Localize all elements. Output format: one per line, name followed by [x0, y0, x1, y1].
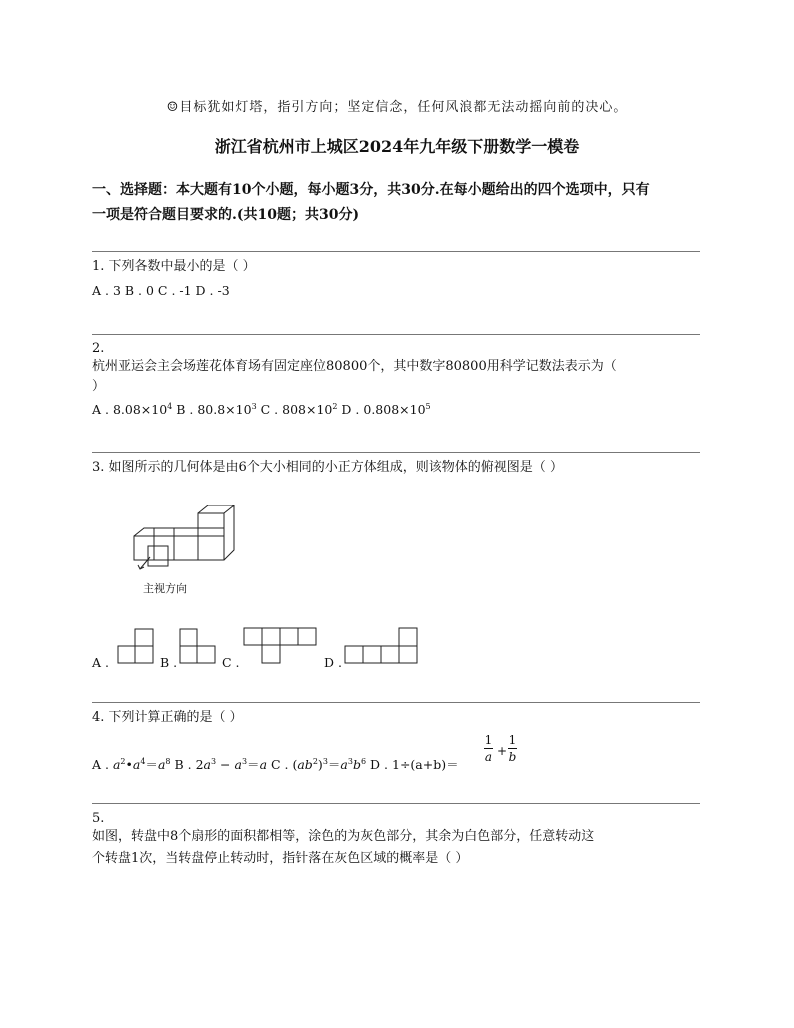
q2-option-d: D . 0.808×10: [337, 402, 426, 417]
q4-a-term: a: [112, 757, 121, 772]
q4-fraction-1-numerator: 1: [484, 733, 493, 747]
q3-a-square: [135, 629, 153, 646]
q3-direction-label: 主视方向: [143, 582, 187, 595]
q3-c-square: [262, 645, 280, 663]
q4-b-exponent: 3: [241, 756, 248, 766]
q4-a-exponent: 4: [140, 756, 146, 766]
divider-q1: [92, 251, 700, 252]
q3-d-square: [345, 646, 363, 663]
q3-d-square: [399, 628, 417, 646]
q4-fraction-1-denominator: a: [484, 750, 493, 764]
q4-a-term: a: [132, 757, 141, 772]
q4-c-exponent: 6: [360, 756, 367, 766]
q4-option-d-label: D . 1÷(a+b)＝: [366, 757, 459, 772]
q2-stem-line-1: 杭州亚运会主会场莲花体育场有固定座位80800个，其中数字80800用科学记数法表示为（: [92, 359, 617, 374]
q2-option-b-exponent: 3: [251, 401, 257, 411]
q4-c-close: ): [317, 757, 323, 772]
q2-option-d-exponent: 5: [425, 401, 431, 411]
q4-fraction-1: [484, 733, 493, 764]
q3-option-d-figure: [344, 627, 420, 667]
q3-solid-cube-5: [198, 513, 224, 536]
q4-c-exponent: 2: [312, 756, 318, 766]
q3-option-c-label: C .: [222, 655, 240, 670]
q4-a-exponent: 8: [165, 756, 171, 766]
q3-c-square: [280, 628, 298, 645]
q2-option-c: C . 808×10: [256, 402, 333, 417]
q4-options: [92, 755, 459, 773]
section-heading-line-1: 一、选择题：本大题有10个小题，每小题3分，共30分.在每小题给出的四个选项中，只有: [92, 182, 650, 198]
q5-number: 5.: [92, 811, 105, 826]
q4-fraction-2-denominator: b: [508, 750, 517, 764]
q3-solid-cube-4: [198, 536, 224, 560]
q4-b-term: a: [234, 757, 242, 772]
divider-q2: [92, 334, 700, 335]
q3-solid-cube-2: [154, 536, 174, 560]
section-heading-line-2: 一项是符合题目要求的.(共10题；共30分): [92, 207, 360, 223]
q4-c-term: ab: [297, 757, 313, 772]
page-title: 浙江省杭州市上城区2024年九年级下册数学一模卷: [214, 137, 580, 156]
q3-a-square: [118, 646, 135, 663]
q4-a-equals: ＝: [145, 757, 158, 772]
q3-b-square: [197, 646, 215, 663]
q4-b-equals: ＝: [247, 757, 260, 772]
q2-option-c-exponent: 2: [332, 401, 338, 411]
divider-q3: [92, 452, 700, 453]
q2-number: 2.: [92, 341, 105, 356]
q2-option-a-exponent: 4: [167, 401, 173, 411]
q1-stem: 1. 下列各数中最小的是（ ）: [92, 259, 256, 274]
q4-stem: 4. 下列计算正确的是（ ）: [92, 710, 243, 725]
q5-stem-line-1: 如图，转盘中8个扇形的面积都相等，涂色的为灰色部分，其余为白色部分，任意转动这: [92, 829, 595, 844]
divider-q5: [92, 803, 700, 804]
q4-option-b-label: B . 2: [170, 757, 204, 772]
q4-c-exponent: 3: [347, 756, 353, 766]
q4-c-term: a: [340, 757, 348, 772]
q4-c-exponent: 3: [322, 756, 328, 766]
q3-stem: 3. 如图所示的几何体是由6个大小相同的小正方体组成，则该物体的俯视图是（ ）: [92, 460, 563, 475]
q3-c-square: [244, 628, 262, 645]
q3-a-square: [135, 646, 153, 663]
divider-q4: [92, 702, 700, 703]
q3-option-b-figure: [179, 628, 217, 666]
q3-option-d-label: D .: [324, 655, 342, 670]
q4-b-minus: −: [216, 757, 235, 772]
q3-solid-edge: [198, 505, 208, 513]
q4-a-dot: •: [125, 757, 133, 772]
q4-b-exponent: 3: [210, 756, 217, 766]
q1-options: A . 3 B . 0 C . -1 D . -3: [92, 283, 230, 298]
q4-fraction-2: [508, 733, 517, 764]
q3-d-square: [399, 646, 417, 663]
q3-option-b-label: B .: [160, 655, 178, 670]
q3-solid-cube-1: [134, 536, 154, 560]
q4-c-term: b: [352, 757, 361, 772]
section-heading: [92, 178, 704, 228]
q2-options: [92, 402, 431, 417]
q3-b-square: [180, 629, 197, 646]
q3-b-square: [180, 646, 197, 663]
q4-fraction-2-numerator: 1: [508, 733, 517, 747]
q3-c-square: [262, 628, 280, 645]
q3-option-c-figure: [243, 627, 319, 667]
q3-option-a-figure: [117, 628, 155, 666]
q4-c-equals: ＝: [327, 757, 341, 772]
q3-d-square: [363, 646, 381, 663]
q4-option-a-label: A .: [92, 757, 113, 772]
q2-stem-line-2: ）: [92, 379, 106, 394]
q3-solid-figure: [126, 505, 236, 573]
q3-c-square: [298, 628, 316, 645]
q2-option-a: A . 8.08×10: [92, 402, 168, 417]
motto-line: ☺目标犹如灯塔，指引方向；坚定信念，任何风浪都无法动摇向前的决心。: [166, 100, 628, 115]
q2-option-b: B . 80.8×10: [172, 402, 252, 417]
q4-a-term: a: [157, 757, 166, 772]
q4-plus: +: [497, 744, 508, 758]
q4-b-term: a: [203, 757, 211, 772]
q4-b-result: a: [259, 757, 268, 772]
q3-d-square: [381, 646, 399, 663]
q3-solid-front-cube: [148, 546, 168, 566]
q3-option-a-label: A .: [92, 655, 109, 670]
q3-solid-cube-3: [174, 536, 198, 560]
q4-a-exponent: 2: [120, 756, 126, 766]
q4-option-c-label: C . (: [267, 757, 298, 772]
q5-stem-line-2: 个转盘1次，当转盘停止转动时，指针落在灰色区域的概率是（ ）: [92, 851, 469, 866]
